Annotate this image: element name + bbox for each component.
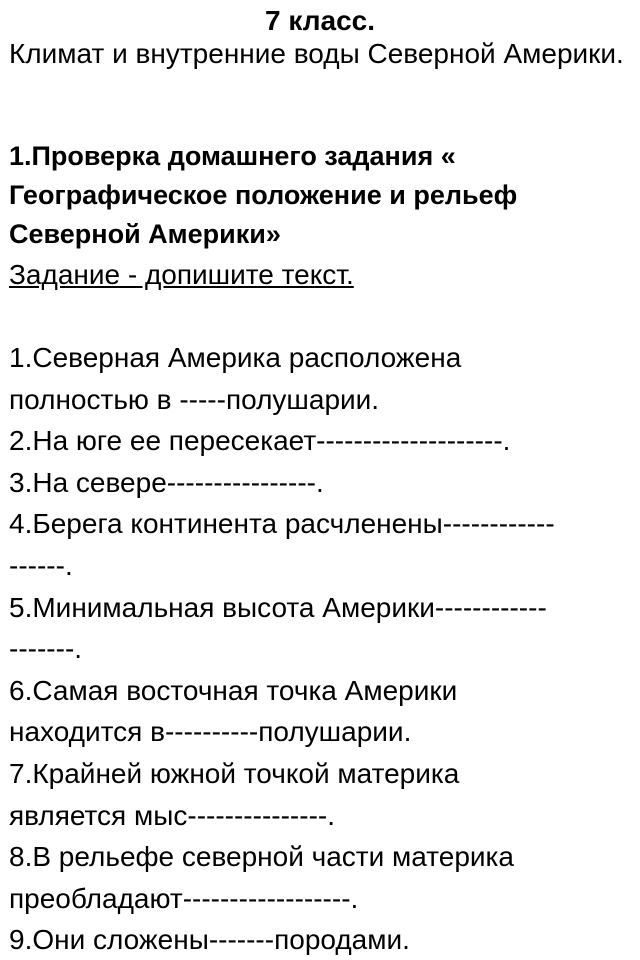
list-item: 5.Минимальная высота Америки------------ -------. <box>9 591 547 665</box>
list-item: 1.Северная Америка расположена полностью в -----полушарии. <box>9 342 462 415</box>
list-item: 8.В рельефе северной части материка преобладают------------------. <box>9 841 514 914</box>
grade-heading: 7 класс. <box>265 5 375 36</box>
list-item: 7.Крайней южной точкой материка является мыс---------------. <box>9 757 460 831</box>
list-item: 4.Берега континента расчленены------------ ------. <box>9 508 555 581</box>
list-item: 2.На юге ее пересекает--------------------. <box>9 425 511 457</box>
lesson-topic: Климат и внутренние воды Северной Америки. <box>9 38 624 69</box>
homework-check-title: 1.Проверка домашнего задания « Географическое положение и рельеф Северной Америки» <box>9 141 518 249</box>
list-item: 6.Самая восточная точка Америки находится в----------полушарии. <box>9 674 458 748</box>
task-instruction: Задание - допишите текст. <box>9 259 354 290</box>
list-item: 9.Они сложены-------породами. <box>9 924 410 956</box>
list-item: 3.На севере----------------. <box>9 466 324 498</box>
fill-in-list <box>9 337 633 960</box>
